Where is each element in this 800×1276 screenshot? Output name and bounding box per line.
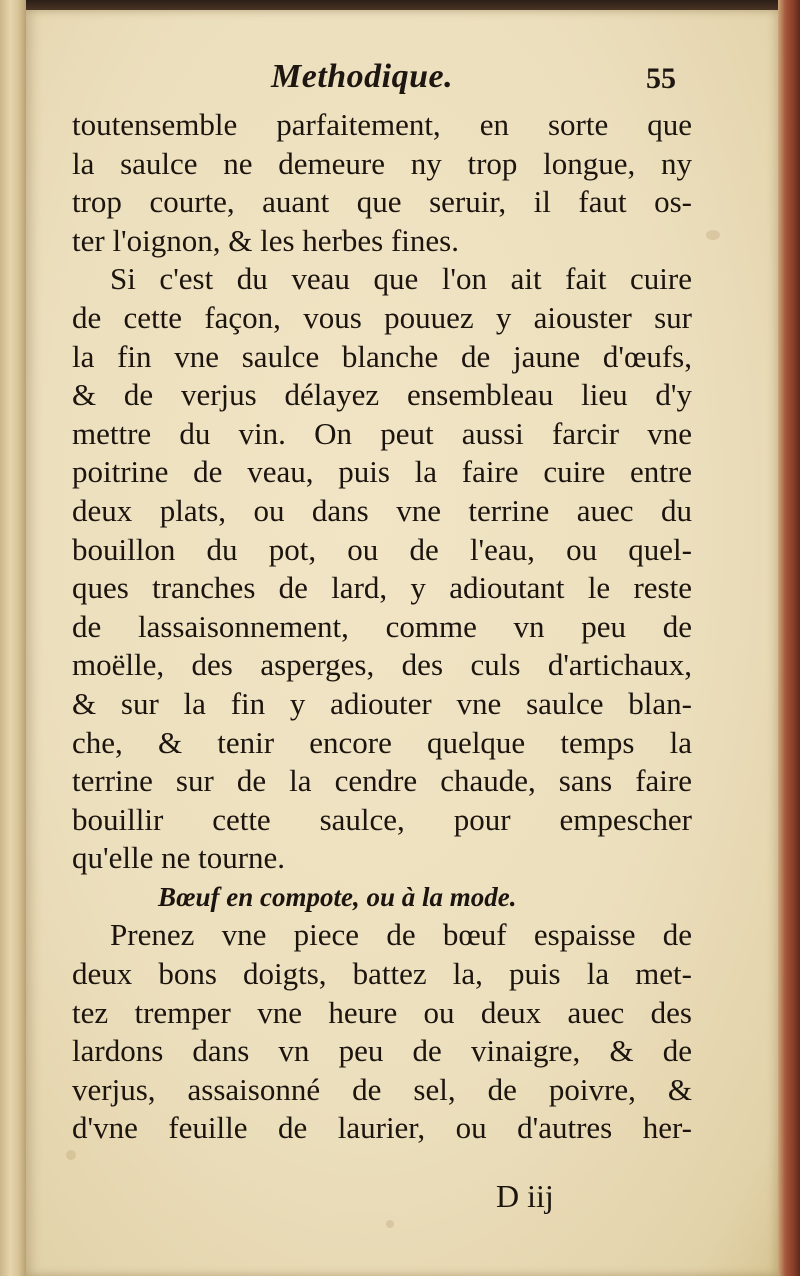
text-line: d'vne feuille de laurier, ou d'autres her-: [72, 1110, 692, 1146]
foxing-spot: [706, 230, 720, 240]
text-line: deux bons doigts, battez la, puis la met-: [72, 956, 692, 992]
running-title: Methodique.: [271, 58, 454, 95]
text-line: terrine sur de la cendre chaude, sans faire: [72, 763, 692, 799]
text-line: lardons dans vn peu de vinaigre, & de: [72, 1033, 692, 1069]
text-line: mettre du vin. On peut aussi farcir vne: [72, 415, 692, 451]
text-line: tez tremper vne heure ou deux auec des: [72, 994, 692, 1030]
text-line: poitrine de veau, puis la faire cuire entre: [72, 454, 692, 490]
page-number: 55: [646, 62, 676, 95]
text-line: toutensemble parfaitement, en sorte que: [72, 107, 692, 142]
text-line: qu'elle ne tourne.: [72, 840, 286, 876]
text-line: Prenez vne piece de bœuf espaisse de: [110, 917, 692, 953]
book-page: [26, 10, 778, 1276]
text-line: la fin vne saulce blanche de jaune d'œufs,: [72, 338, 692, 374]
text-line: deux plats, ou dans vne terrine auec du: [72, 492, 692, 528]
text-line: moëlle, des asperges, des culs d'artichaux,: [72, 647, 692, 683]
text-line: ter l'oignon, & les herbes fines.: [72, 222, 459, 258]
text-line: trop courte, auant que seruir, il faut os-: [72, 184, 692, 220]
text-line: bouillir cette saulce, pour empescher: [72, 801, 692, 837]
text-line: & sur la fin y adiouter vne saulce blan-: [72, 685, 692, 721]
left-page-edge: [0, 0, 26, 1276]
text-line: ques tranches de lard, y adioutant le reste: [72, 570, 692, 606]
main-text: [72, 106, 692, 1148]
text-line: la saulce ne demeure ny trop longue, ny: [72, 145, 692, 181]
text-line: bouillon du pot, ou de l'eau, ou quel-: [72, 531, 692, 567]
page-header: [26, 58, 778, 102]
binding-cover-edge: [778, 0, 800, 1276]
signature-mark: D iij: [496, 1178, 554, 1214]
text-line: verjus, assaisonné de sel, de poivre, &: [72, 1071, 692, 1107]
foxing-spot: [386, 1220, 394, 1228]
text-line: de cette façon, vous pouuez y aiouster sur: [72, 299, 692, 335]
book-top-edge: [0, 0, 800, 10]
text-line: & de verjus délayez ensembleau lieu d'y: [72, 377, 692, 413]
text-line: de lassaisonnement, comme vn peu de: [72, 608, 692, 644]
recipe-heading: Bœuf en compote, ou à la mode.: [158, 881, 517, 912]
text-line: che, & tenir encore quelque temps la: [72, 724, 692, 760]
text-line: Si c'est du veau que l'on ait fait cuire: [110, 261, 692, 297]
foxing-spot: [66, 1150, 76, 1160]
